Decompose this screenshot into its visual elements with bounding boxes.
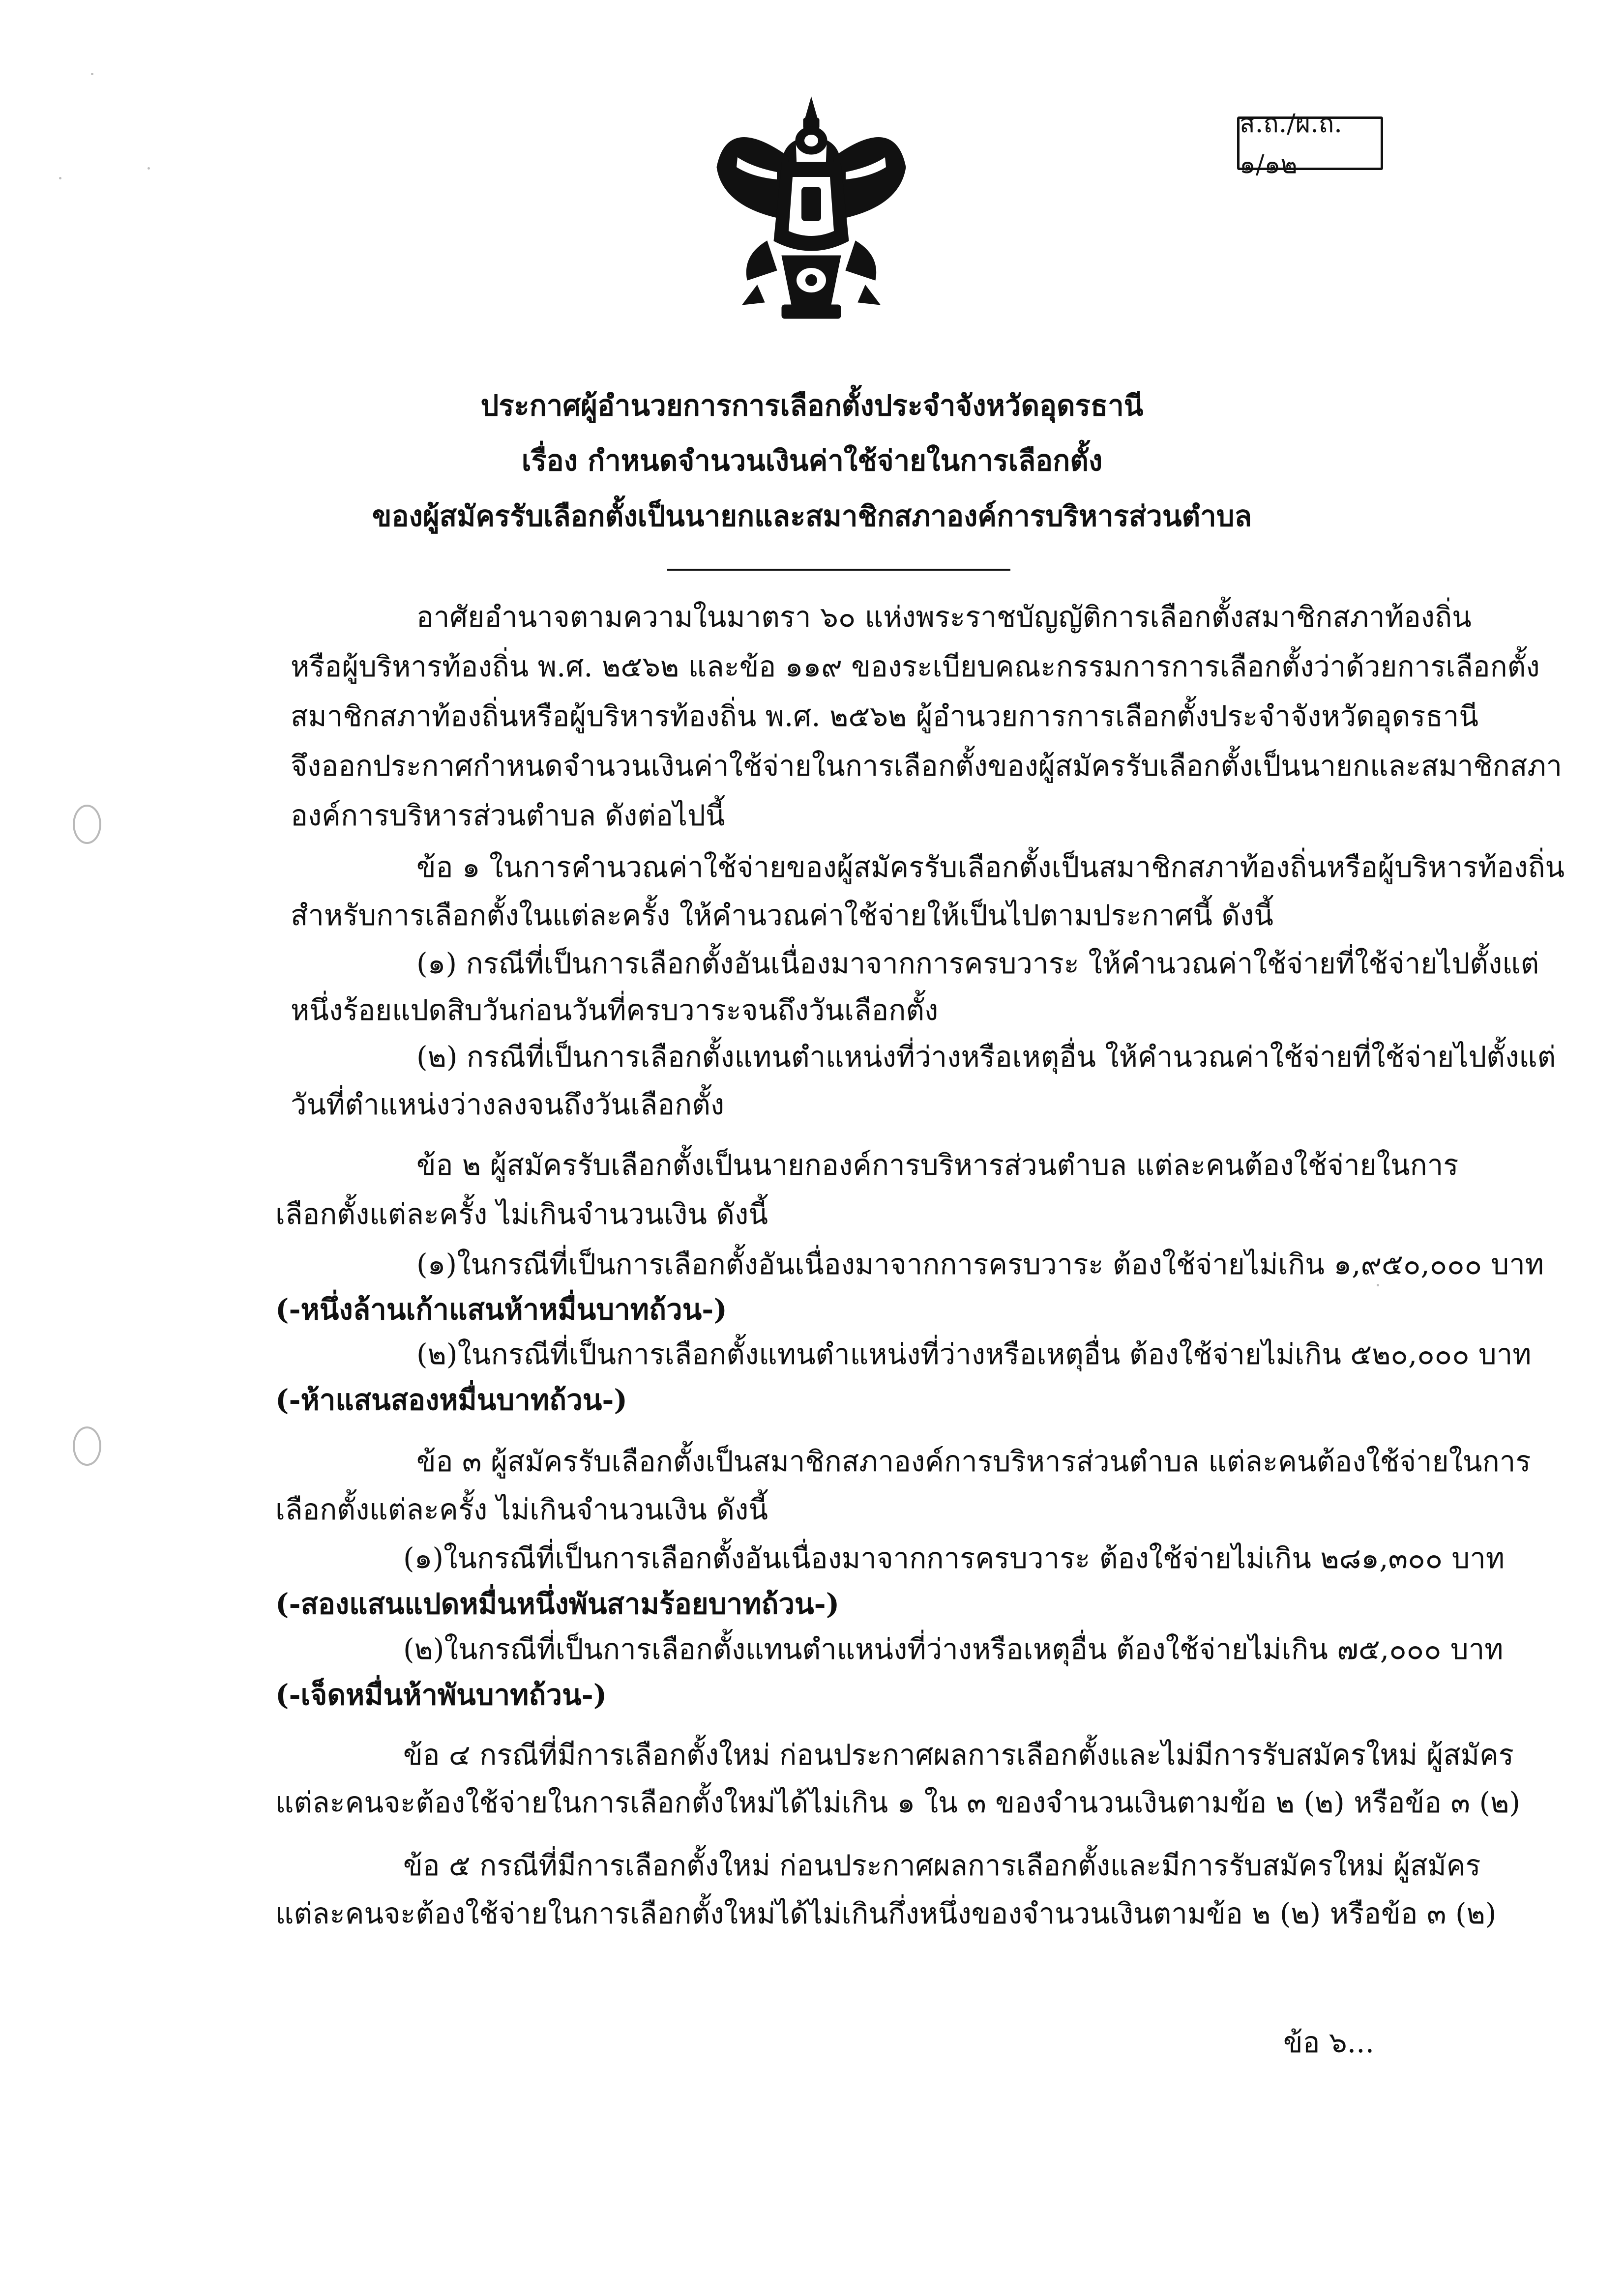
clause-3-amount-words: (-เจ็ดหมื่นห้าพันบาทถ้วน-) (275, 1678, 607, 1712)
clause-4-line: ข้อ ๔ กรณีที่มีการเลือกตั้งใหม่ ก่อนประกาศผลการเลือกตั้งและไม่มีการรับสมัครใหม่ ผู้สมัคร (403, 1738, 1514, 1772)
preamble-line: หรือผู้บริหารท้องถิ่น พ.ศ. ๒๕๖๒ และข้อ ๑๑๙ ของระเบียบคณะกรรมการการเลือกตั้งว่าด้วยการเลือกตั้ง (291, 650, 1540, 683)
clause-1-item: (๑) กรณีที่เป็นการเลือกตั้งอันเนื่องมาจากการครบวาระ ให้คำนวณค่าใช้จ่ายที่ใช้จ่ายไปตั้งแต่ (416, 947, 1539, 980)
clause-3-line: ข้อ ๓ ผู้สมัครรับเลือกตั้งเป็นสมาชิกสภาองค์การบริหารส่วนตำบล แต่ละคนต้องใช้จ่ายในการ (416, 1445, 1531, 1478)
clause-1-line: สำหรับการเลือกตั้งในแต่ละครั้ง ให้คำนวณค่าใช้จ่ายให้เป็นไปตามประกาศนี้ ดังนี้ (291, 899, 1273, 932)
clause-4-line: แต่ละคนจะต้องใช้จ่ายในการเลือกตั้งใหม่ได้ไม่เกิน ๑ ใน ๓ ของจำนวนเงินตามข้อ ๒ (๒) หรือข้อ ๓ (๒) (275, 1786, 1520, 1819)
announcement-subject-line-2: ของผู้สมัครรับเลือกตั้งเป็นนายกและสมาชิกสภาองค์การบริหารส่วนตำบล (372, 499, 1252, 533)
announcement-subject: เรื่อง กำหนดจำนวนเงินค่าใช้จ่ายในการเลือกตั้ง (521, 444, 1103, 477)
scan-speck (91, 73, 93, 75)
clause-5-line: แต่ละคนจะต้องใช้จ่ายในการเลือกตั้งใหม่ได้ไม่เกินกึ่งหนึ่งของจำนวนเงินตามข้อ ๒ (๒) หรือข้อ ๓ (๒) (275, 1897, 1497, 1930)
clause-3-amount-words: (-สองแสนแปดหมื่นหนึ่งพันสามร้อยบาทถ้วน-) (275, 1587, 840, 1621)
clause-5-line: ข้อ ๕ กรณีที่มีการเลือกตั้งใหม่ ก่อนประกาศผลการเลือกตั้งและมีการรับสมัครใหม่ ผู้สมัคร (403, 1849, 1481, 1882)
clause-2-line: เลือกตั้งแต่ละครั้ง ไม่เกินจำนวนเงิน ดังนี้ (275, 1197, 768, 1231)
preamble-line: อาศัยอำนาจตามความในมาตรา ๖๐ แห่งพระราชบัญญัติการเลือกตั้งสมาชิกสภาท้องถิ่น (416, 600, 1472, 634)
scan-speck (59, 177, 61, 179)
announcement-title: ประกาศผู้อำนวยการการเลือกตั้งประจำจังหวัดอุดรธานี (480, 389, 1144, 422)
garuda-emblem-icon (708, 93, 915, 324)
clause-1-line: วันที่ตำแหน่งว่างลงจนถึงวันเลือกตั้ง (291, 1088, 725, 1121)
clause-1-line: ข้อ ๑ ในการคำนวณค่าใช้จ่ายของผู้สมัครรับเลือกตั้งเป็นสมาชิกสภาท้องถิ่นหรือผู้บริหารท้องถิ่น (416, 850, 1565, 884)
title-divider (667, 569, 1010, 571)
clause-3-item: (๑)ในกรณีที่เป็นการเลือกตั้งอันเนื่องมาจากการครบวาระ ต้องใช้จ่ายไม่เกิน ๒๘๑,๓๐๐ บาท (403, 1541, 1505, 1575)
scan-speck (148, 167, 150, 170)
preamble-line: จึงออกประกาศกำหนดจำนวนเงินค่าใช้จ่ายในการเลือกตั้งของผู้สมัครรับเลือกตั้งเป็นนายกและสมาชิกสภา (291, 749, 1563, 783)
clause-2-item: (๒)ในกรณีที่เป็นการเลือกตั้งแทนตำแหน่งที่ว่างหรือเหตุอื่น ต้องใช้จ่ายไม่เกิน ๕๒๐,๐๐๐ บาท (416, 1337, 1532, 1371)
form-code: ส.ถ./ผ.ถ. ๑/๑๒ (1240, 109, 1342, 179)
scan-speck (1377, 1284, 1379, 1286)
clause-1-line: หนึ่งร้อยแปดสิบวันก่อนวันที่ครบวาระจนถึงวันเลือกตั้ง (291, 993, 939, 1027)
clause-2-item: (๑)ในกรณีที่เป็นการเลือกตั้งอันเนื่องมาจากการครบวาระ ต้องใช้จ่ายไม่เกิน ๑,๙๕๐,๐๐๐ บาท (416, 1248, 1544, 1281)
preamble-line: สมาชิกสภาท้องถิ่นหรือผู้บริหารท้องถิ่น พ.ศ. ๒๕๖๒ ผู้อำนวยการการเลือกตั้งประจำจังหวัดอุดรธานี (291, 699, 1479, 733)
punch-hole-mark (73, 1426, 101, 1466)
clause-2-amount-words: (-ห้าแสนสองหมื่นบาทถ้วน-) (275, 1383, 627, 1417)
clause-2-amount-words: (-หนึ่งล้านเก้าแสนห้าหมื่นบาทถ้วน-) (275, 1293, 727, 1326)
clause-3-item: (๒)ในกรณีที่เป็นการเลือกตั้งแทนตำแหน่งที่ว่างหรือเหตุอื่น ต้องใช้จ่ายไม่เกิน ๗๕,๐๐๐ บาท (403, 1632, 1504, 1666)
preamble-line: องค์การบริหารส่วนตำบล ดังต่อไปนี้ (291, 799, 725, 832)
form-code-box (1237, 109, 1383, 179)
punch-hole-mark (73, 805, 101, 844)
clause-1-item: (๒) กรณีที่เป็นการเลือกตั้งแทนตำแหน่งที่ว่างหรือเหตุอื่น ให้คำนวณค่าใช้จ่ายที่ใช้จ่ายไปตั้งแต่ (416, 1040, 1556, 1074)
continuation-marker: ข้อ ๖... (1283, 2026, 1375, 2059)
clause-3-line: เลือกตั้งแต่ละครั้ง ไม่เกินจำนวนเงิน ดังนี้ (275, 1493, 768, 1526)
clause-2-line: ข้อ ๒ ผู้สมัครรับเลือกตั้งเป็นนายกองค์การบริหารส่วนตำบล แต่ละคนต้องใช้จ่ายในการ (416, 1148, 1459, 1182)
